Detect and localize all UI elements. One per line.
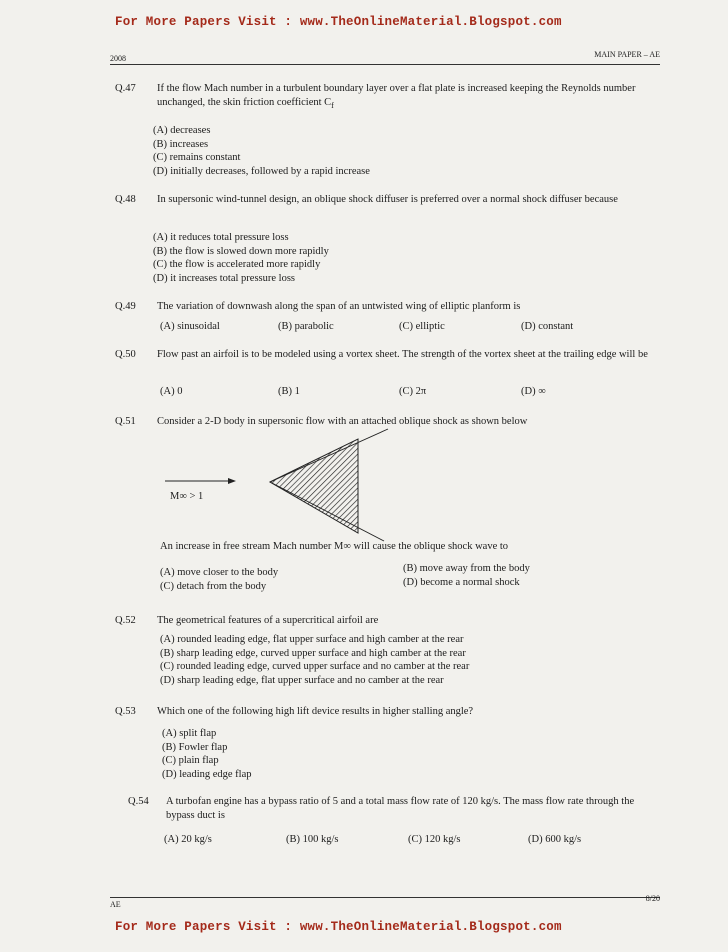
header-paper: MAIN PAPER – AE — [594, 50, 660, 59]
options-47 — [153, 124, 370, 178]
page-header — [110, 52, 660, 65]
option-d: (D) ∞ — [521, 386, 546, 397]
option-a: (A) split flap — [162, 728, 217, 739]
question-text: The variation of downwash along the span of an untwisted wing of elliptic planform is — [157, 301, 521, 312]
question-number: Q.50 — [115, 349, 136, 360]
option-b: (B) increases — [153, 138, 209, 150]
question-text: In supersonic wind-tunnel design, an oblique shock diffuser is preferred over a normal shock diffuser because — [157, 194, 618, 205]
option-a: (A) move closer to the body — [160, 567, 279, 578]
option-c: (C) rounded leading edge, curved upper surface and no camber at the rear — [160, 661, 470, 672]
page-number: 8/20 — [645, 894, 660, 903]
option-a: (A) 0 — [160, 386, 183, 397]
arrow-head — [228, 478, 236, 484]
option-d: (D) sharp leading edge, flat upper surface and no camber at the rear — [160, 674, 444, 686]
option-b: (B) sharp leading edge, curved upper surface and high camber at the rear — [160, 647, 466, 659]
option-c: (C) 120 kg/s — [408, 834, 461, 845]
option-b: (B) the flow is slowed down more rapidly — [153, 245, 329, 257]
site-banner-bottom: For More Papers Visit : www.TheOnlineMaterial.Blogspot.com — [115, 920, 562, 934]
question-text: A turbofan engine has a bypass ratio of 5 and a total mass flow rate of 120 kg/s. The mass flow rate through the bypass duct is — [166, 796, 635, 821]
option-a: (A) it reduces total pressure loss — [153, 232, 289, 243]
option-d: (D) 600 kg/s — [528, 834, 582, 845]
option-b: (B) 100 kg/s — [286, 834, 339, 845]
option-c: (C) elliptic — [399, 321, 445, 332]
option-c: (C) 2π — [399, 386, 427, 397]
option-b: (B) move away from the body — [403, 563, 530, 574]
option-c: (C) remains constant — [153, 152, 241, 163]
question-text: The geometrical features of a supercritical airfoil are — [157, 615, 379, 626]
question-number: Q.51 — [115, 416, 136, 427]
option-b: (B) Fowler flap — [162, 741, 228, 753]
question-number: Q.47 — [115, 83, 136, 94]
oblique-shock-figure — [160, 425, 430, 550]
header-year: 2008 — [110, 54, 126, 63]
question-number: Q.54 — [128, 796, 149, 807]
option-d: (D) become a normal shock — [403, 577, 520, 588]
footer-code: AE — [110, 900, 121, 909]
question-number: Q.53 — [115, 706, 136, 717]
option-c: (C) the flow is accelerated more rapidly — [153, 259, 321, 270]
option-a: (A) rounded leading edge, flat upper surface and high camber at the rear — [160, 634, 464, 645]
option-d: (D) it increases total pressure loss — [153, 272, 296, 284]
option-c: (C) detach from the body — [160, 581, 267, 592]
question-text: Which one of the following high lift device results in higher stalling angle? — [157, 706, 474, 717]
options-48 — [153, 231, 329, 285]
wedge-body — [270, 439, 358, 533]
question-text: Flow past an airfoil is to be modeled using a vortex sheet. The strength of the vortex sheet at the trailing edge will be — [157, 349, 648, 360]
question-text: Consider a 2-D body in supersonic flow with an attached oblique shock as shown below — [157, 416, 528, 427]
option-b: (B) 1 — [278, 386, 300, 397]
option-d: (D) constant — [521, 321, 574, 332]
option-c: (C) plain flap — [162, 755, 219, 766]
option-a: (A) decreases — [153, 125, 211, 136]
option-a: (A) 20 kg/s — [164, 834, 212, 845]
question-number: Q.52 — [115, 615, 136, 626]
option-d: (D) initially decreases, followed by a rapid increase — [153, 165, 370, 177]
question-text-2: An increase in free stream Mach number M∞ will cause the oblique shock wave to — [160, 541, 509, 552]
options-53 — [162, 727, 252, 781]
option-b: (B) parabolic — [278, 321, 334, 332]
subscript: f — [331, 101, 334, 111]
question-number: Q.49 — [115, 301, 136, 312]
question-number: Q.48 — [115, 194, 136, 205]
question-text: If the flow Mach number in a turbulent boundary layer over a flat plate is increased keeping the Reynolds number unchanged, the skin friction coefficient $C_f$ — [157, 83, 636, 111]
option-a: (A) sinusoidal — [160, 321, 220, 332]
options-52 — [160, 633, 469, 687]
page-footer — [110, 894, 660, 910]
mach-label: M∞ > 1 — [170, 491, 204, 502]
site-banner-top: For More Papers Visit : www.TheOnlineMaterial.Blogspot.com — [115, 15, 562, 29]
option-d: (D) leading edge flap — [162, 768, 252, 780]
